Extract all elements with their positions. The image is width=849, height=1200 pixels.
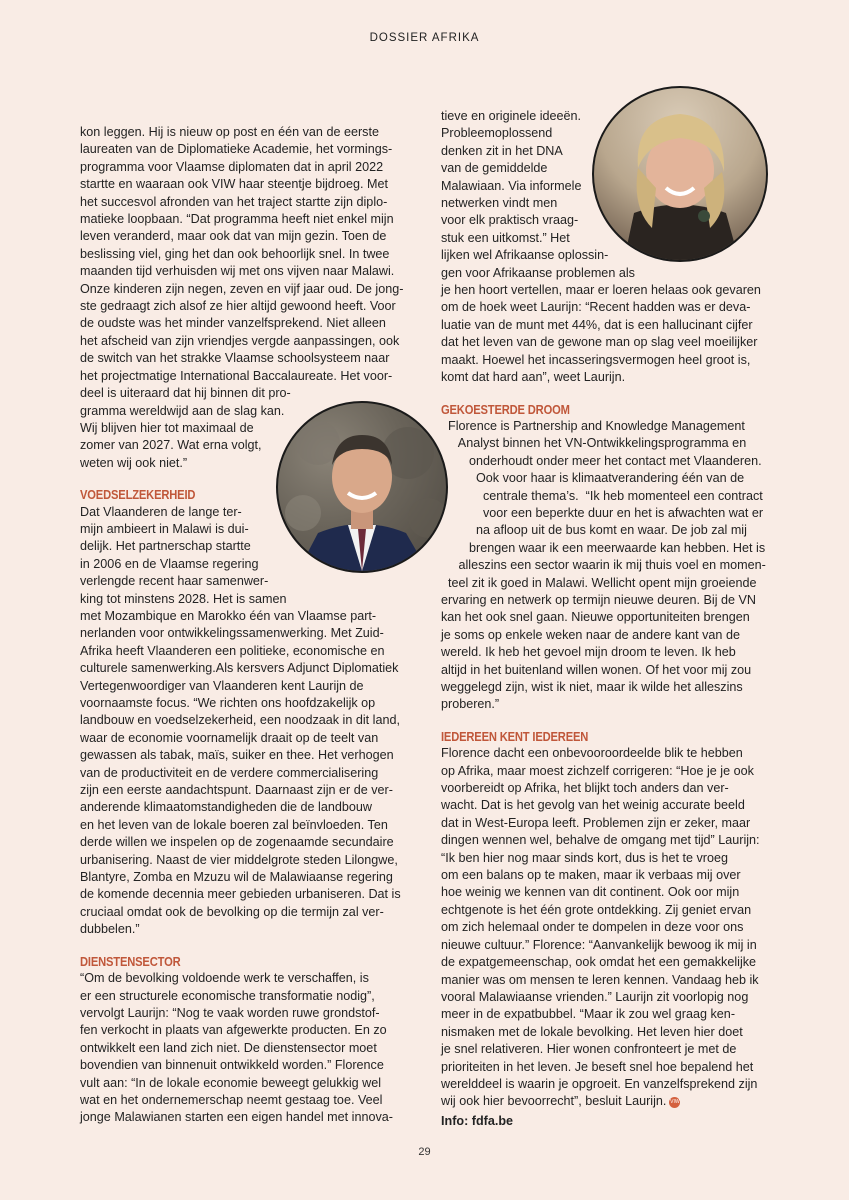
text-line: de komende decennia meer gebieden urbaniseren. Dat is <box>80 887 401 902</box>
text-line: bovendien van binnenuit ontwikkeld worden.” Florence <box>80 1058 384 1073</box>
text-line: kon leggen. Hij is nieuw op post en één van de eerste <box>80 125 379 139</box>
text-line: luatie van de munt met 44%, dat is een hallucinant cijfer <box>441 317 753 332</box>
text-line: wacht. Dat is het gevolg van het weinig accurate beeld <box>441 798 745 813</box>
text-line: urbanisering. Naast de vier middelgrote steden Lilongwe, <box>80 852 398 867</box>
text-line: gen voor Afrikaanse problemen als <box>441 265 635 280</box>
text-line: op Afrika, maar moest zichzelf corrigeren: “Hoe je je ook <box>441 763 754 778</box>
info-link-text: Info: fdfa.be <box>441 1113 514 1128</box>
text-line: kan het ook snel gaan. Nieuwe opportuniteiten brengen <box>441 610 750 625</box>
text-line: in 2006 en de Vlaamse regering <box>80 556 259 571</box>
text-line: er een structurele economische transformatie nodig”, <box>80 988 375 1003</box>
section-heading-dienstensector: DIENSTENSECTOR <box>80 953 181 969</box>
text-line <box>441 1093 766 1110</box>
text-line: nieuwe cultuur.” Florence: “Aanvankelijk bewoog ik mij in <box>441 937 757 952</box>
text-line: leven veranderd, maar ook dat van mijn gezin. Toen de <box>80 229 387 244</box>
text-line: Florence is Partnership and Knowledge Management <box>441 418 745 433</box>
text-line: komt dat hard aan”, weet Laurijn. <box>441 370 626 385</box>
text-line: manier was om mensen te leren kennen. Vandaag heb ik <box>441 972 759 987</box>
section-heading-iedereen-kent-iedereen: IEDEREEN KENT IEDEREEN <box>441 728 589 744</box>
text-line: voor elk praktisch vraag- <box>441 213 579 228</box>
text-line: om een balans op te maken, maar ik verbaas mij over <box>441 868 741 883</box>
text-line: “Ik ben hier nog maar sinds kort, dus is het te vroeg <box>441 850 728 865</box>
text-line: Dat Vlaanderen de lange ter- <box>80 504 242 519</box>
text-line: ontwikkelt een land zich niet. De dienstensector moet <box>80 1040 377 1055</box>
text-line: voornaamste focus. “We richten ons hoofdzakelijk op <box>80 696 376 710</box>
text-line: nerlanden voor ontwikkelingssamenwerking. Met Zuid- <box>80 626 384 641</box>
text-line: Florence dacht een onbevooroordeelde blik te hebben <box>441 746 743 761</box>
text-line: van de gemiddelde <box>441 161 548 176</box>
text-line: met Mozambique en Marokko één van Vlaamse part- <box>80 608 377 623</box>
text-line: maakt. Hoewel het incasseringsvermogen heel groot is, <box>441 352 751 367</box>
text-line: Afrika heeft Vlaanderen een politieke, economische en <box>80 643 385 658</box>
text-line: wat en het ondernemerschap neemt gestaag toe. Veel <box>80 1092 383 1107</box>
text-line: verlengde recent haar samenwer- <box>80 574 269 589</box>
text-line: dingen wennen wel, behalve de omgang met tijd” Laurijn: <box>441 833 760 848</box>
text-line: Analyst binnen het VN-Ontwikkelingsprogramma en <box>441 436 747 451</box>
text-line: derde willen we inspelen op de zogenaamde secundaire <box>80 835 394 850</box>
text-line: de oudste was het minder vanzelfsprekend. Niet alleen <box>80 316 386 331</box>
text-line: de switch van het strakke Vlaamse schoolsysteem naar <box>80 351 390 366</box>
text-line: nismaken met de lokale bevolking. Het leven hier doet <box>441 1024 743 1039</box>
text-line: je hen hoort vertellen, maar er loeren helaas ook gevaren <box>441 283 761 298</box>
text-line: wereld. Ik heb het gevoel mijn droom te leven. Ik heb <box>441 645 736 660</box>
text-line: echtgenote is het één grote ontdekking. Zij geniet ervan <box>441 902 752 917</box>
text-line: brengen waar ik een meerwaarde kan hebben. Het is <box>441 540 766 555</box>
text-line: mijn ambieert in Malawi is dui- <box>80 521 249 536</box>
text-line: king tot minstens 2028. Het is samen <box>80 591 287 606</box>
text-line: dubbelen.” <box>80 922 140 937</box>
text-line: ervaring en netwerk op termijn nieuwe deuren. Bij de VN <box>441 592 757 607</box>
text-line: en het leven van de lokale boeren zal beïnvloeden. Ten <box>80 817 388 832</box>
text-line: beslissing viel, ging het dan ook behoorlijk snel. In twee <box>80 246 390 261</box>
text-line: delijk. Het partnerschap startte <box>80 539 251 554</box>
text-line: waar de economie voornamelijk draait op de teelt van <box>80 730 379 745</box>
text-line: vervolgt Laurijn: “Nog te vaak worden ruwe grondstof- <box>80 1005 380 1020</box>
text-line: landbouw en voedselzekerheid, een noodzaak in dit land, <box>80 713 400 728</box>
section-heading-voedselzekerheid: VOEDSELZEKERHEID <box>80 487 196 503</box>
closing-text: wij ook hier bevoorrecht”, besluit Laurijn. <box>441 1094 667 1109</box>
text-line: weten wij ook niet.” <box>80 455 188 470</box>
text-line: vooral Malawiaanse vrienden.” Laurijn zit voorlopig nog <box>441 989 749 1004</box>
text-line: stuk een uitkomst.” Het <box>441 230 570 245</box>
text-line: gewassen als tabak, maïs, suiker en thee. Het verhogen <box>80 748 394 763</box>
text-line: na afloop uit de bus komt en waar. De job zal mij <box>441 523 747 538</box>
text-line: ste gedraagt zich alsof ze hier altijd gewoond heeft. Voor <box>80 299 396 314</box>
text-line: vult aan: “In de lokale economie beweegt gelukkig wel <box>80 1075 382 1090</box>
text-line: de expatgemeenschap, ook omdat het een gemakkelijke <box>441 955 757 970</box>
text-line: alleszins een sector waarin ik mij thuis voel en momen- <box>441 558 766 573</box>
end-mark-icon: VIW <box>669 1097 680 1108</box>
text-line: je soms op enkele weken naar de andere kant van de <box>441 627 740 642</box>
text-line: laureaten van de Diplomatieke Academie, het vormings- <box>80 142 393 157</box>
text-line: Onze kinderen zijn negen, zeven en vijf jaar oud. De jong- <box>80 281 404 296</box>
text-line: meer in de expatbubbel. “Maar ik zou wel graag ken- <box>441 1007 736 1022</box>
page-number: 29 <box>418 1146 431 1158</box>
text-line: altijd in het buitenland willen wonen. Of het voor mij zou <box>441 662 752 677</box>
text-line: lijken wel Afrikaanse oplossin- <box>441 248 609 263</box>
text-line: Ook voor haar is klimaatverandering één van de <box>441 471 745 486</box>
text-line: Malawiaan. Via informele <box>441 178 582 193</box>
text-line: centrale thema’s. “Ik heb momenteel een contract <box>441 488 763 503</box>
section-heading-gekoesterde-droom: GEKOESTERDE DROOM <box>441 401 570 417</box>
text-line: culturele samenwerking.Als kersvers Adjunct Diplomatiek <box>80 661 399 676</box>
text-line: voorbereidt op Afrika, het blijkt toch anders dan ver- <box>441 781 729 796</box>
text-line: onderhoudt onder meer het contact met Vlaanderen. <box>441 453 762 468</box>
text-line: Vertegenwoordiger van Vlaanderen kent Laurijn de <box>80 678 364 693</box>
text-line: tieve en originele ideeën. <box>441 109 582 123</box>
text-line: Probleemoplossend <box>441 126 553 141</box>
text-line: maanden tijd verhuisden wij met ons vijven naar Malawi. <box>80 264 395 279</box>
text-line: teel zit ik goed in Malawi. Wellicht opent mijn groeiende <box>441 575 757 590</box>
right-column <box>441 108 766 1130</box>
text-line: het projectmatige International Baccalaureate. Het voor- <box>80 368 393 383</box>
text-line: startte en waaraan ook VIW haar steentje bijdroeg. Met <box>80 177 389 192</box>
text-line: werelddeel is waarin je opgroeit. En vanzelfsprekend zijn <box>441 1076 758 1091</box>
running-head: DOSSIER AFRIKA <box>369 32 480 44</box>
text-line: zijn een eerste aandachtspunt. Daarnaast zijn er de ver- <box>80 783 393 798</box>
text-line: cruciaal omdat ook de bevolking op die termijn zal ver- <box>80 904 384 919</box>
left-column <box>80 124 403 1127</box>
text-line: om zich helemaal onder te dompelen in deze voor ons <box>441 920 744 935</box>
text-line: van de productiviteit en de verdere commercialisering <box>80 765 379 780</box>
text-line: voor een beperkte duur en het is afwachten wat er <box>441 505 764 520</box>
text-line: het succesvol afronden van het traject startte zijn diplo- <box>80 194 388 209</box>
text-line: programma voor Vlaamse diplomaten dat in april 2022 <box>80 159 384 174</box>
text-line: het afscheid van zijn vriendjes vergde aanpassingen, ook <box>80 333 400 348</box>
text-line: netwerken vindt men <box>441 196 558 211</box>
text-line: gramma wereldwijd aan de slag kan. <box>80 403 285 418</box>
text-line: weggelegd zijn, wist ik niet, maar ik wilde het alleszins <box>441 680 743 694</box>
text-line: je snel relativeren. Hier wonen confronteert je met de <box>441 1042 737 1057</box>
text-line: om de hoek weet Laurijn: “Recent hadden was er deva- <box>441 300 751 315</box>
text-line: hoe weinig we kennen van dit continent. Ook oor mijn <box>441 885 740 900</box>
text-line: deel is uiteraard dat hij binnen dit pro- <box>80 386 291 401</box>
text-line: dat in West-Europa leeft. Problemen zijn er zeker, maar <box>441 815 751 830</box>
text-line: anderende klimaatomstandigheden die de landbouw <box>80 800 372 815</box>
text-line: “Om de bevolking voldoende werk te verschaffen, is <box>80 971 369 986</box>
text-line: denken zit in het DNA <box>441 143 563 158</box>
text-line: proberen.” <box>441 697 500 712</box>
text-line: zomer van 2027. Wat erna volgt, <box>80 438 262 453</box>
text-line: Blantyre, Zomba en Mzuzu wil de Malawiaanse regering <box>80 870 393 885</box>
text-line: matieke loopbaan. “Dat programma heeft niet enkel mijn <box>80 212 394 227</box>
text-line: fen verkocht in plaats van afgewerkte producten. En zo <box>80 1023 387 1038</box>
text-line: dat het leven van de gewone man op slag veel moeilijker <box>441 335 758 350</box>
text-line: jonge Malawianen starten een eigen handel met innova- <box>80 1110 393 1125</box>
text-line: Wij blijven hier tot maximaal de <box>80 420 254 435</box>
text-line: prioriteiten in het leven. Je beseft snel hoe bepalend het <box>441 1059 754 1074</box>
